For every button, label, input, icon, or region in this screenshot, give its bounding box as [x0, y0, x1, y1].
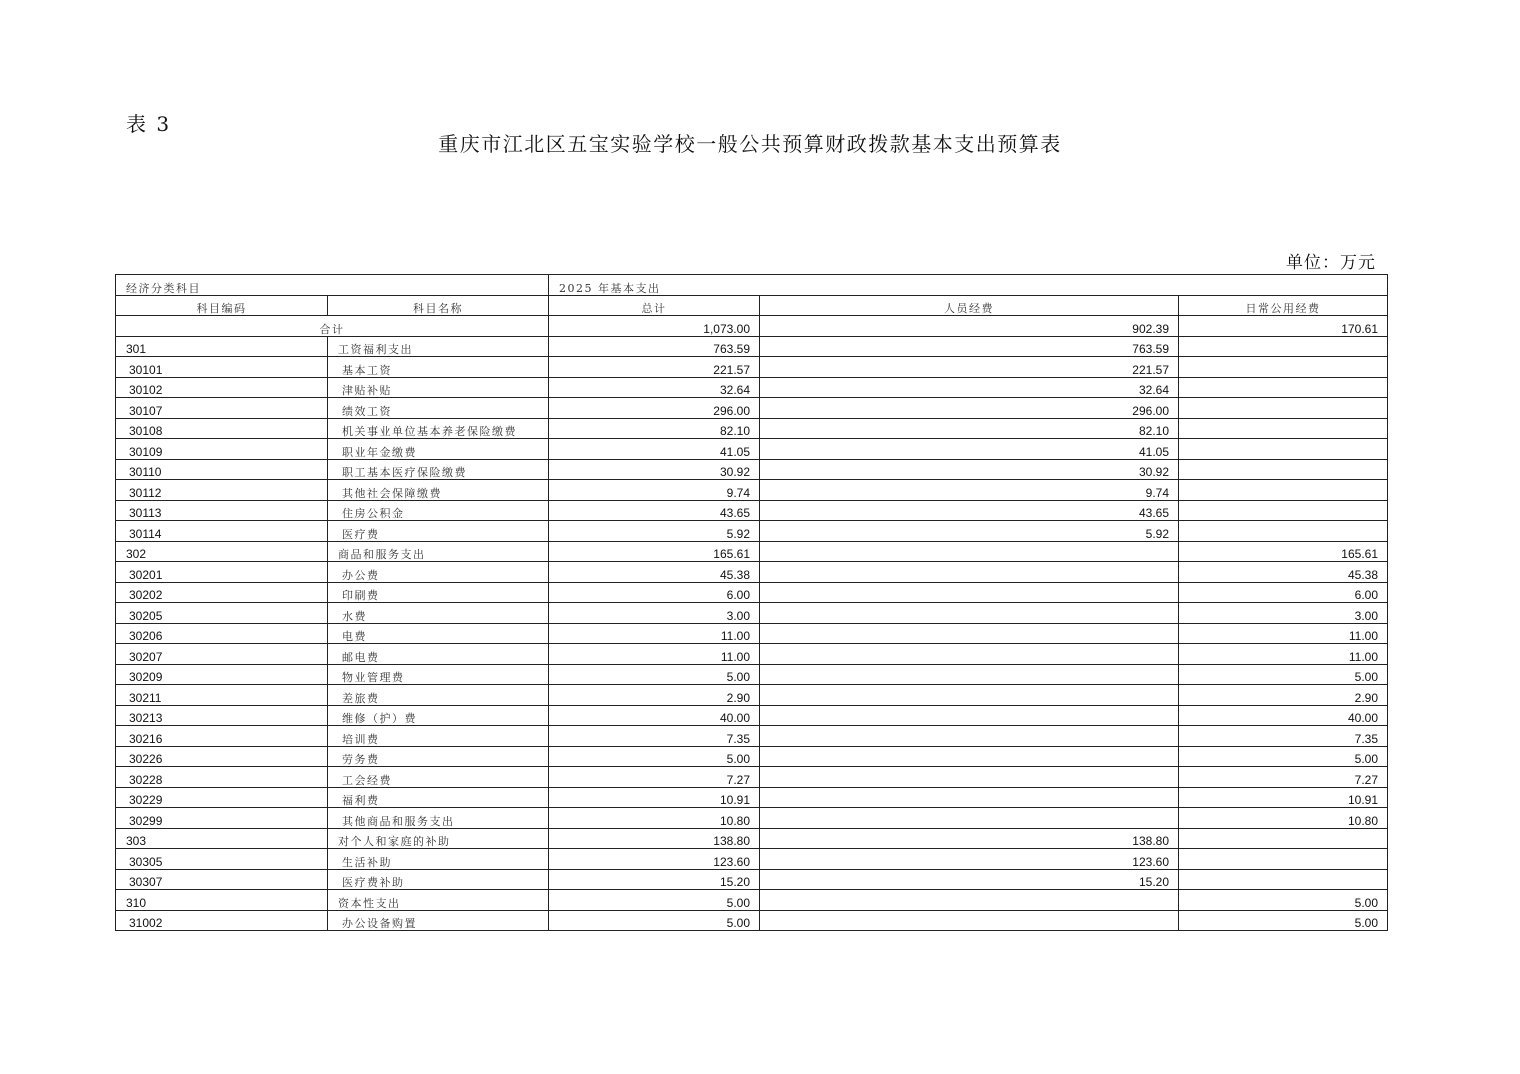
account-code-cell: 30107 — [116, 398, 328, 419]
public-cell — [1179, 828, 1388, 849]
personnel-cell: 41.05 — [760, 439, 1179, 460]
account-name-cell: 差旅费 — [328, 685, 549, 706]
account-code-cell: 30216 — [116, 726, 328, 747]
account-code-cell: 30213 — [116, 705, 328, 726]
public-cell — [1179, 439, 1388, 460]
account-name-cell: 住房公积金 — [328, 500, 549, 521]
personnel-cell: 123.60 — [760, 849, 1179, 870]
account-name-cell: 职业年金缴费 — [328, 439, 549, 460]
personnel-cell: 5.92 — [760, 521, 1179, 542]
account-code-cell: 310 — [116, 890, 328, 911]
public-cell — [1179, 398, 1388, 419]
account-code-cell: 30206 — [116, 623, 328, 644]
total-cell: 9.74 — [549, 480, 760, 501]
public-cell — [1179, 480, 1388, 501]
account-code-cell: 30109 — [116, 439, 328, 460]
public-cell — [1179, 521, 1388, 542]
table-row — [116, 521, 1388, 542]
table-row — [116, 603, 1388, 624]
account-code-cell: 30229 — [116, 787, 328, 808]
public-cell — [1179, 377, 1388, 398]
public-cell: 3.00 — [1179, 603, 1388, 624]
account-name-cell: 福利费 — [328, 787, 549, 808]
account-name-cell: 电费 — [328, 623, 549, 644]
table-row — [116, 439, 1388, 460]
personnel-cell — [760, 746, 1179, 767]
account-code-cell: 30307 — [116, 869, 328, 890]
personnel-cell — [760, 705, 1179, 726]
personnel-cell — [760, 808, 1179, 829]
account-name-cell: 基本工资 — [328, 357, 549, 378]
public-cell — [1179, 849, 1388, 870]
account-code-cell: 30112 — [116, 480, 328, 501]
account-name-cell: 其他商品和服务支出 — [328, 808, 549, 829]
public-cell — [1179, 869, 1388, 890]
personnel-cell — [760, 664, 1179, 685]
total-cell: 5.00 — [549, 664, 760, 685]
account-name-cell: 其他社会保障缴费 — [328, 480, 549, 501]
account-code-cell: 30114 — [116, 521, 328, 542]
account-code-cell: 30305 — [116, 849, 328, 870]
table-row — [116, 685, 1388, 706]
table-row — [116, 787, 1388, 808]
group-header-row — [116, 275, 1388, 296]
table-row — [116, 336, 1388, 357]
total-cell: 5.92 — [549, 521, 760, 542]
total-cell: 10.80 — [549, 808, 760, 829]
account-code-cell: 30113 — [116, 500, 328, 521]
public-cell: 6.00 — [1179, 582, 1388, 603]
personnel-cell — [760, 726, 1179, 747]
page-title: 重庆市江北区五宝实验学校一般公共预算财政拨款基本支出预算表 — [438, 132, 1062, 156]
personnel-cell — [760, 562, 1179, 583]
account-name-cell: 办公设备购置 — [328, 910, 549, 931]
personnel-cell: 15.20 — [760, 869, 1179, 890]
total-cell: 763.59 — [549, 336, 760, 357]
total-cell: 221.57 — [549, 357, 760, 378]
budget-table — [115, 274, 1388, 931]
total-cell: 3.00 — [549, 603, 760, 624]
public-cell: 45.38 — [1179, 562, 1388, 583]
account-name-cell: 物业管理费 — [328, 664, 549, 685]
account-name-cell: 生活补助 — [328, 849, 549, 870]
account-code-cell: 30205 — [116, 603, 328, 624]
total-cell: 5.00 — [549, 910, 760, 931]
account-name-cell: 办公费 — [328, 562, 549, 583]
personnel-cell: 82.10 — [760, 418, 1179, 439]
personnel-cell: 763.59 — [760, 336, 1179, 357]
personnel-cell: 32.64 — [760, 377, 1179, 398]
column-header-row — [116, 295, 1388, 316]
table-row — [116, 849, 1388, 870]
total-cell: 32.64 — [549, 377, 760, 398]
personnel-cell — [760, 787, 1179, 808]
table-row — [116, 562, 1388, 583]
account-code-cell: 302 — [116, 541, 328, 562]
table-row — [116, 644, 1388, 665]
personnel-cell: 9.74 — [760, 480, 1179, 501]
account-code-cell: 30299 — [116, 808, 328, 829]
personnel-cell: 30.92 — [760, 459, 1179, 480]
account-name-cell: 劳务费 — [328, 746, 549, 767]
personnel-cell — [760, 623, 1179, 644]
total-cell: 165.61 — [549, 541, 760, 562]
personnel-cell: 902.39 — [760, 316, 1179, 337]
personnel-cell: 43.65 — [760, 500, 1179, 521]
personnel-cell — [760, 541, 1179, 562]
account-code-cell: 30207 — [116, 644, 328, 665]
total-cell: 1,073.00 — [549, 316, 760, 337]
public-cell: 11.00 — [1179, 623, 1388, 644]
account-name-cell: 医疗费补助 — [328, 869, 549, 890]
table-row — [116, 910, 1388, 931]
public-cell: 5.00 — [1179, 910, 1388, 931]
total-cell: 30.92 — [549, 459, 760, 480]
account-name-cell: 工会经费 — [328, 767, 549, 788]
table-row — [116, 541, 1388, 562]
account-code-cell: 30209 — [116, 664, 328, 685]
total-cell: 7.35 — [549, 726, 760, 747]
account-code-cell: 30101 — [116, 357, 328, 378]
total-row — [116, 316, 1388, 337]
personnel-cell — [760, 890, 1179, 911]
public-cell: 7.27 — [1179, 767, 1388, 788]
column-header-name: 科目名称 — [328, 295, 549, 316]
table-row — [116, 398, 1388, 419]
table-row — [116, 459, 1388, 480]
total-cell: 10.91 — [549, 787, 760, 808]
public-cell — [1179, 357, 1388, 378]
account-code-cell: 31002 — [116, 910, 328, 931]
account-code-cell: 303 — [116, 828, 328, 849]
account-name-cell: 津贴补贴 — [328, 377, 549, 398]
public-cell — [1179, 336, 1388, 357]
account-name-cell: 印刷费 — [328, 582, 549, 603]
account-name-cell: 工资福利支出 — [328, 336, 549, 357]
total-label: 合计 — [116, 316, 549, 337]
account-name-cell: 商品和服务支出 — [328, 541, 549, 562]
total-cell: 15.20 — [549, 869, 760, 890]
public-cell: 170.61 — [1179, 316, 1388, 337]
total-cell: 40.00 — [549, 705, 760, 726]
account-name-cell: 培训费 — [328, 726, 549, 747]
public-cell: 40.00 — [1179, 705, 1388, 726]
public-cell: 10.91 — [1179, 787, 1388, 808]
account-code-cell: 30226 — [116, 746, 328, 767]
account-name-cell: 绩效工资 — [328, 398, 549, 419]
personnel-cell — [760, 685, 1179, 706]
account-name-cell: 邮电费 — [328, 644, 549, 665]
account-code-cell: 30108 — [116, 418, 328, 439]
table-row — [116, 746, 1388, 767]
table-row — [116, 357, 1388, 378]
personnel-cell — [760, 644, 1179, 665]
account-name-cell: 资本性支出 — [328, 890, 549, 911]
table-row — [116, 705, 1388, 726]
total-cell: 5.00 — [549, 746, 760, 767]
table-row — [116, 377, 1388, 398]
table-row — [116, 500, 1388, 521]
personnel-cell: 296.00 — [760, 398, 1179, 419]
account-name-cell: 维修（护）费 — [328, 705, 549, 726]
public-cell: 10.80 — [1179, 808, 1388, 829]
public-cell — [1179, 459, 1388, 480]
total-cell: 138.80 — [549, 828, 760, 849]
unit-label: 单位：万元 — [1286, 253, 1376, 273]
total-cell: 296.00 — [549, 398, 760, 419]
group-header-economic-class: 经济分类科目 — [116, 275, 549, 296]
account-code-cell: 30110 — [116, 459, 328, 480]
table-row — [116, 808, 1388, 829]
total-cell: 7.27 — [549, 767, 760, 788]
public-cell: 165.61 — [1179, 541, 1388, 562]
table-label: 表 3 — [126, 112, 172, 136]
total-cell: 41.05 — [549, 439, 760, 460]
total-cell: 5.00 — [549, 890, 760, 911]
total-cell: 6.00 — [549, 582, 760, 603]
total-cell: 123.60 — [549, 849, 760, 870]
table-row — [116, 726, 1388, 747]
total-cell: 82.10 — [549, 418, 760, 439]
total-cell: 45.38 — [549, 562, 760, 583]
personnel-cell: 221.57 — [760, 357, 1179, 378]
public-cell — [1179, 500, 1388, 521]
account-name-cell: 医疗费 — [328, 521, 549, 542]
total-cell: 11.00 — [549, 644, 760, 665]
account-name-cell: 机关事业单位基本养老保险缴费 — [328, 418, 549, 439]
account-code-cell: 30228 — [116, 767, 328, 788]
table-row — [116, 582, 1388, 603]
personnel-cell — [760, 910, 1179, 931]
account-code-cell: 30211 — [116, 685, 328, 706]
account-code-cell: 301 — [116, 336, 328, 357]
personnel-cell — [760, 767, 1179, 788]
account-name-cell: 对个人和家庭的补助 — [328, 828, 549, 849]
table-row — [116, 890, 1388, 911]
column-header-personnel: 人员经费 — [760, 295, 1179, 316]
table-row — [116, 664, 1388, 685]
table-row — [116, 418, 1388, 439]
account-code-cell: 30201 — [116, 562, 328, 583]
total-cell: 11.00 — [549, 623, 760, 644]
table-row — [116, 623, 1388, 644]
table-row — [116, 767, 1388, 788]
column-header-code: 科目编码 — [116, 295, 328, 316]
account-name-cell: 职工基本医疗保险缴费 — [328, 459, 549, 480]
personnel-cell — [760, 603, 1179, 624]
account-code-cell: 30102 — [116, 377, 328, 398]
account-code-cell: 30202 — [116, 582, 328, 603]
account-name-cell: 水费 — [328, 603, 549, 624]
table-row — [116, 869, 1388, 890]
public-cell — [1179, 418, 1388, 439]
total-cell: 2.90 — [549, 685, 760, 706]
total-cell: 43.65 — [549, 500, 760, 521]
personnel-cell: 138.80 — [760, 828, 1179, 849]
group-header-basic-expenditure: 2025 年基本支出 — [549, 275, 1388, 296]
public-cell: 11.00 — [1179, 644, 1388, 665]
public-cell: 5.00 — [1179, 664, 1388, 685]
public-cell: 2.90 — [1179, 685, 1388, 706]
column-header-total: 总计 — [549, 295, 760, 316]
public-cell: 5.00 — [1179, 890, 1388, 911]
personnel-cell — [760, 582, 1179, 603]
public-cell: 5.00 — [1179, 746, 1388, 767]
column-header-public: 日常公用经费 — [1179, 295, 1388, 316]
public-cell: 7.35 — [1179, 726, 1388, 747]
table-row — [116, 480, 1388, 501]
table-row — [116, 828, 1388, 849]
